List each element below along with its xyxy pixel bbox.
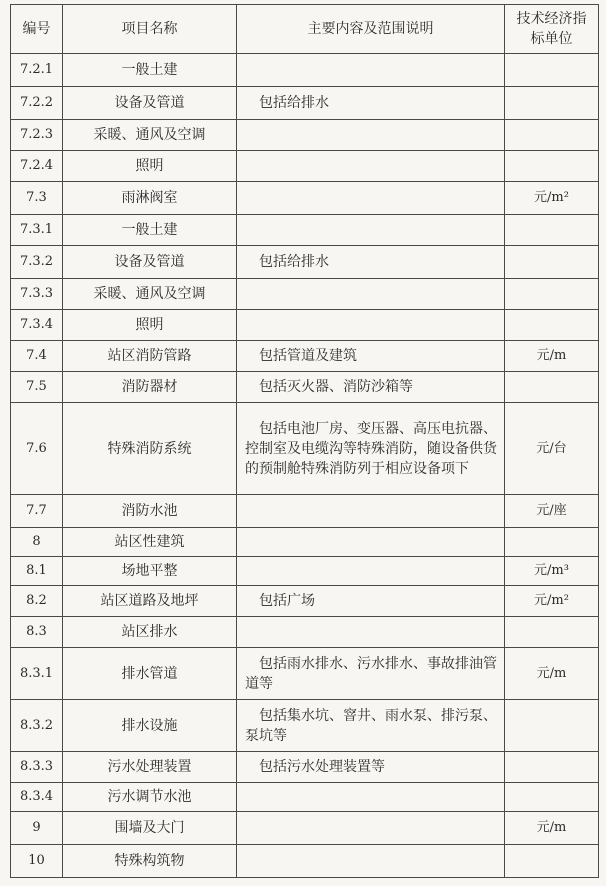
row-description-text: 包括管道及建筑 (259, 348, 357, 364)
row-code: 8.1 (11, 557, 63, 586)
row-code: 7.3.3 (11, 279, 63, 310)
row-item-name: 一般土建 (63, 54, 237, 87)
row-item-name: 特殊消防系统 (63, 403, 237, 495)
row-description (237, 528, 505, 557)
row-unit (505, 151, 599, 182)
table-row (11, 586, 599, 617)
table-row (11, 182, 599, 215)
table-body (11, 54, 599, 878)
row-item-name: 站区排水 (63, 617, 237, 648)
row-description (237, 87, 505, 120)
row-code: 7.2.4 (11, 151, 63, 182)
table-row (11, 845, 599, 878)
row-item-name: 设备及管道 (63, 246, 237, 279)
row-code: 8.2 (11, 586, 63, 617)
row-description (237, 341, 505, 372)
row-code: 7.3.2 (11, 246, 63, 279)
row-description (237, 617, 505, 648)
table-row (11, 495, 599, 528)
row-description (237, 246, 505, 279)
row-code: 7.4 (11, 341, 63, 372)
row-description-text: 包括集水坑、窨井、雨水泵、排污泵、泵坑等 (245, 707, 497, 744)
row-code: 7.3.1 (11, 215, 63, 246)
row-item-name: 站区道路及地坪 (63, 586, 237, 617)
row-description (237, 279, 505, 310)
table-row (11, 54, 599, 87)
row-item-name: 照明 (63, 151, 237, 182)
row-item-name: 一般土建 (63, 215, 237, 246)
row-description (237, 845, 505, 878)
row-unit (505, 310, 599, 341)
row-description (237, 120, 505, 151)
row-code: 7.6 (11, 403, 63, 495)
table-row (11, 341, 599, 372)
row-item-name: 特殊构筑物 (63, 845, 237, 878)
row-description-text: 包括给排水 (259, 254, 329, 270)
row-item-name: 污水调节水池 (63, 783, 237, 812)
row-code: 7.3 (11, 182, 63, 215)
row-unit: 元/台 (505, 403, 599, 495)
table-row (11, 403, 599, 495)
row-description (237, 812, 505, 845)
row-item-name: 站区消防管路 (63, 341, 237, 372)
row-unit (505, 120, 599, 151)
row-description (237, 783, 505, 812)
table-row (11, 752, 599, 783)
row-item-name: 围墙及大门 (63, 812, 237, 845)
table-row (11, 215, 599, 246)
row-item-name: 采暖、通风及空调 (63, 279, 237, 310)
table-header-row (11, 5, 599, 54)
row-description (237, 752, 505, 783)
row-description (237, 182, 505, 215)
row-unit (505, 845, 599, 878)
row-unit: 元/m (505, 812, 599, 845)
row-code: 8.3.2 (11, 700, 63, 752)
row-description (237, 54, 505, 87)
row-description (237, 586, 505, 617)
row-description (237, 215, 505, 246)
row-description (237, 557, 505, 586)
row-item-name: 站区性建筑 (63, 528, 237, 557)
row-description (237, 700, 505, 752)
row-description-text: 包括广场 (259, 593, 315, 609)
row-item-name: 排水设施 (63, 700, 237, 752)
table-row (11, 812, 599, 845)
row-description-text: 包括灭火器、消防沙箱等 (259, 379, 413, 395)
table-row (11, 783, 599, 812)
row-unit (505, 752, 599, 783)
table-row (11, 120, 599, 151)
row-unit (505, 372, 599, 403)
row-code: 8.3.1 (11, 648, 63, 700)
row-description-text: 包括雨水排水、污水排水、事故排油管道等 (245, 655, 497, 692)
row-unit: 元/m² (505, 182, 599, 215)
row-unit (505, 783, 599, 812)
row-item-name: 采暖、通风及空调 (63, 120, 237, 151)
table-row (11, 87, 599, 120)
row-code: 7.2.3 (11, 120, 63, 151)
header-desc: 主要内容及范围说明 (237, 5, 505, 54)
row-description-text: 包括给排水 (259, 95, 329, 111)
row-description-text: 包括污水处理装置等 (259, 759, 385, 775)
row-item-name: 消防水池 (63, 495, 237, 528)
row-code: 8.3.4 (11, 783, 63, 812)
row-code: 7.5 (11, 372, 63, 403)
row-code: 9 (11, 812, 63, 845)
row-item-name: 照明 (63, 310, 237, 341)
row-unit (505, 215, 599, 246)
header-code: 编号 (11, 5, 63, 54)
row-item-name: 消防器材 (63, 372, 237, 403)
row-description (237, 495, 505, 528)
table-row (11, 617, 599, 648)
table-row (11, 557, 599, 586)
row-unit (505, 87, 599, 120)
row-description (237, 372, 505, 403)
row-unit: 元/m (505, 341, 599, 372)
row-unit (505, 246, 599, 279)
row-item-name: 场地平整 (63, 557, 237, 586)
row-description (237, 310, 505, 341)
row-item-name: 雨淋阀室 (63, 182, 237, 215)
row-unit (505, 54, 599, 87)
row-unit: 元/座 (505, 495, 599, 528)
row-code: 7.3.4 (11, 310, 63, 341)
row-code: 8.3 (11, 617, 63, 648)
row-unit: 元/m² (505, 586, 599, 617)
row-unit: 元/m (505, 648, 599, 700)
table-row (11, 310, 599, 341)
table-row (11, 648, 599, 700)
row-unit: 元/m³ (505, 557, 599, 586)
row-description (237, 403, 505, 495)
table-row (11, 279, 599, 310)
row-description (237, 151, 505, 182)
row-code: 7.2.1 (11, 54, 63, 87)
table-row (11, 372, 599, 403)
row-unit (505, 700, 599, 752)
header-unit: 技术经济指标单位 (505, 5, 599, 54)
row-code: 8.3.3 (11, 752, 63, 783)
row-item-name: 排水管道 (63, 648, 237, 700)
row-code: 7.7 (11, 495, 63, 528)
table-row (11, 151, 599, 182)
row-description-text: 包括电池厂房、变压器、高压电抗器、控制室及电缆沟等特殊消防，随设备供货的预制舱特殊消防列于相应设备项下 (245, 420, 497, 477)
row-item-name: 污水处理装置 (63, 752, 237, 783)
row-code: 10 (11, 845, 63, 878)
row-code: 7.2.2 (11, 87, 63, 120)
row-unit (505, 617, 599, 648)
row-code: 8 (11, 528, 63, 557)
row-unit (505, 279, 599, 310)
table-row (11, 246, 599, 279)
row-description (237, 648, 505, 700)
table-row (11, 528, 599, 557)
cost-item-table (10, 4, 599, 878)
row-item-name: 设备及管道 (63, 87, 237, 120)
table-row (11, 700, 599, 752)
header-name: 项目名称 (63, 5, 237, 54)
row-unit (505, 528, 599, 557)
